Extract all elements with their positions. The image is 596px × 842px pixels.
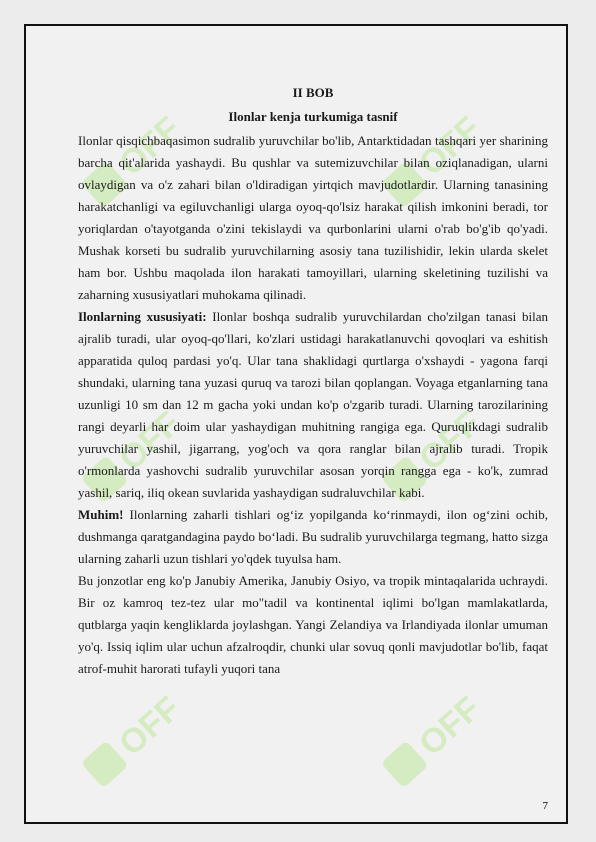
svg-text:OFF: OFF xyxy=(111,404,188,479)
paragraph-text: Bu jonzotlar eng ko'p Janubiy Amerika, Janubiy Osiyo, va tropik mintaqalarida uchraydi. Bir oz kamroq tez-tez ular mo"tadil va kontinental iqlimi bo'lgan mamlakatlarda, qutblarga yaqin kengliklarda joylashgan. Yangi Zelandiya va Irlandiyada ilonlar umuman yo'q. Issiq iqlim ular uchun afzalroqdir, chunki ular sovuq qonli mavjudotlar bo'lib, faqat atrof-muhit harorati tufayli yuqori tana xyxy=(78,573,548,676)
svg-text:OFF: OFF xyxy=(411,404,488,479)
paragraph-text: Ilonlar qisqichbaqasimon sudralib yuruvchilar bo'lib, Antarktidadan tashqari yer sharining barcha qit'alarida yashaydi. Bu qushlar va sutemizuvchilar bilan oziqlanadigan, ularni ovlaydigan va o'z zahari bilan o'ldiradigan yirtqich mavjudotlardir. Ularning tanasining harakatchanligi va egiluvchanligi ularga oyoq-qo'lsiz harakat qilish imkonini beradi, tor yoriqlardan o'tayotganda o'zini tekislaydi va qurbonlarini ularni o'rab bo'g'ib qo'yadi. Mushak korseti bu sudralib yuruvchilarning asosiy tana tuzilishidir, lekin ularda skelet ham bor. Ushbu maqolada ilon harakati tamoyillari, ularning skeletining tuzilishi va zaharning xususiyatlari muhokama qilinadi. xyxy=(78,133,548,302)
paragraph-lead: Muhim! xyxy=(78,507,124,522)
paragraph-text: Ilonlar boshqa sudralib yuruvchilardan cho'zilgan tanasi bilan ajralib turadi, ular oyoq-qo'llari, ko'zlari ustidagi harakatlanuvchi qovoqlari va eshitish apparatida quloq pardasi yo'q. Ular tana shaklidagi qurtlarga o'xshaydi - yagona farqi shundaki, ularning tana yuzasi quruq va tarozi bilan qoplangan. Voyaga etganlarning tana uzunligi 10 sm dan 12 m gacha yoki undan ko'p o'zgarib turadi. Ularning tarozilarining rangi deyarli har doim ular yashaydigan muhitning rangiga ega. Quruqlikdagi sudralib yuruvchilar yashil, jigarrang, yog'och va qora ranglar bilan ajralib turadi. Tropik o'rmonlarda yashovchi sudralib yuruvchilar asosan yorqin rangga ega - ko'k, zumrad yashil, sariq, iliq okean suvlarida yashaydigan sudraluvchilar kabi. xyxy=(78,309,548,500)
svg-text:OFF: OFF xyxy=(411,109,488,184)
watermark-6 xyxy=(381,689,488,791)
paragraph-lead: Ilonlarning xususiyati: xyxy=(78,309,207,324)
paragraph-text: Ilonlarning zaharli tishlari og‘iz yopilganda ko‘rinmaydi, ilon og‘zini ochib, dushmanga qaratgandagina paydo bo‘ladi. Bu sudralib yuruvchilarga tegmang, hatto sizga ularning zaharli uzun tishlari yo'qdek tuyulsa ham. xyxy=(78,507,548,566)
svg-text:OFF: OFF xyxy=(111,109,188,184)
paragraph-important xyxy=(78,504,548,570)
svg-text:OFF: OFF xyxy=(111,689,188,764)
chapter-heading: II BOB xyxy=(292,85,334,100)
page-content xyxy=(78,82,548,680)
watermark-5 xyxy=(81,689,188,791)
svg-text:OFF: OFF xyxy=(411,689,488,764)
document-page xyxy=(24,24,568,824)
paragraph-intro xyxy=(78,130,548,306)
paragraph-distribution xyxy=(78,570,548,680)
section-title: Ilonlar kenja turkumiga tasnif xyxy=(228,109,398,124)
paragraph-features xyxy=(78,306,548,504)
page-number: 7 xyxy=(542,800,548,812)
